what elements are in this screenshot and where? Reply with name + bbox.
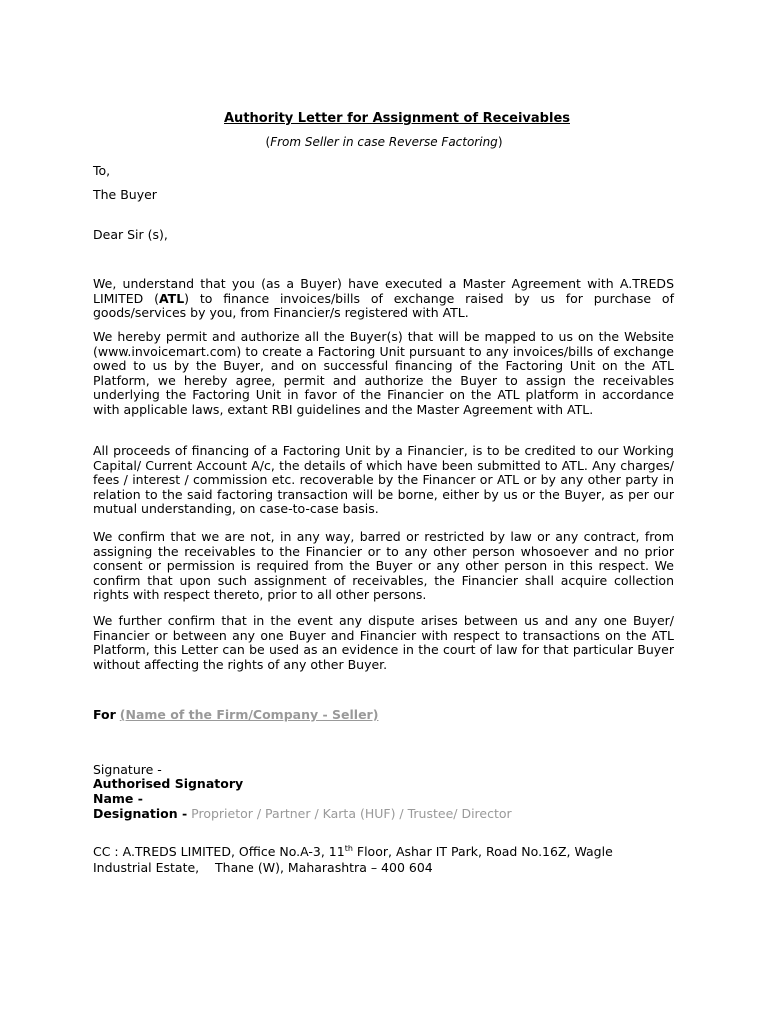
salutation-greeting: Dear Sir (s), — [93, 227, 168, 242]
subtitle-close: ) — [497, 135, 503, 149]
p1-atl: ATL — [158, 290, 185, 306]
designation-options: Proprietor / Partner / Karta (HUF) / Trustee/ Director — [191, 806, 512, 821]
designation-line — [93, 806, 512, 821]
subtitle-text: From Seller in case Reverse Factoring — [270, 135, 498, 149]
cc-line-1 — [93, 845, 674, 860]
cc-text-2: Floor, Ashar IT Park, Road No.16Z, Wagle — [352, 844, 613, 859]
authorised-signatory — [93, 776, 243, 791]
for-line — [93, 707, 378, 722]
designation-label: Designation - — [93, 806, 188, 821]
subtitle-open: ( — [265, 135, 271, 149]
letter-title: Authority Letter for Assignment of Receivables — [224, 111, 570, 126]
paragraph-5: We further confirm that in the event any dispute arises between us and any one Buyer/ Financier or between any one Buyer and Financier with respect to transactions on the ATL Platform, this Letter can be used as an evidence in the court of law for that particular Buyer without affecting the rights of any other Buyer. — [93, 613, 674, 672]
letter-subtitle — [0, 135, 768, 149]
paragraph-2: We hereby permit and authorize all the Buyer(s) that will be mapped to us on the Website (www.invoicemart.com) to create a Factoring Unit pursuant to any invoices/bills of exchange owed to us by the Buyer, and on successful financing of the Factoring Unit on the ATL Platform, we hereby agree, permit and authorize the Buyer to assign the receivables underlying the Factoring Unit in favor of the Financier on the ATL platform in accordance with applicable laws, extant RBI guidelines and the Master Agreement with ATL. — [93, 329, 674, 417]
paragraph-1 — [93, 277, 674, 321]
cc-superscript: th — [344, 844, 353, 853]
authorised-signatory-text: Authorised Signatory — [93, 776, 244, 791]
name-line — [93, 791, 143, 806]
salutation-to: To, — [93, 163, 111, 178]
p1-before: We, understand that you (as a Buyer) have executed a Master Agreement with A.TREDS LIMITED ( — [93, 276, 674, 306]
signature-label: Signature - — [93, 762, 162, 777]
name-label: Name - — [93, 791, 143, 806]
paragraph-4: We confirm that we are not, in any way, barred or restricted by law or any contract, from assigning the receivables to the Financier or to any other person whosoever and no prior consent or permission is required from the Buyer or any other person in this respect. We confirm that upon such assignment of receivables, the Financier shall acquire collection rights with respect thereto, prior to all other persons. — [93, 529, 674, 603]
p1-after: ) to finance invoices/bills of exchange raised by us for purchase of goods/services by you, from Financier/s registered with ATL. — [93, 290, 674, 321]
cc-text-1: CC : A.TREDS LIMITED, Office No.A-3, 11 — [93, 844, 345, 859]
salutation-recipient: The Buyer — [93, 187, 157, 202]
cc-line-2: Industrial Estate, Thane (W), Maharashtra – 400 604 — [93, 860, 433, 875]
firm-name-placeholder: (Name of the Firm/Company - Seller) — [119, 707, 379, 722]
for-label: For — [93, 707, 116, 722]
paragraph-3: All proceeds of financing of a Factoring Unit by a Financier, is to be credited to our Working Capital/ Current Account A/c, the details of which have been submitted to ATL. Any charges/ fees / interest / commission etc. recoverable by the Financer or ATL or by any other party in relation to the said factoring transaction will be borne, either by us or the Buyer, as per our mutual understanding, on case-to-case basis. — [93, 443, 674, 517]
